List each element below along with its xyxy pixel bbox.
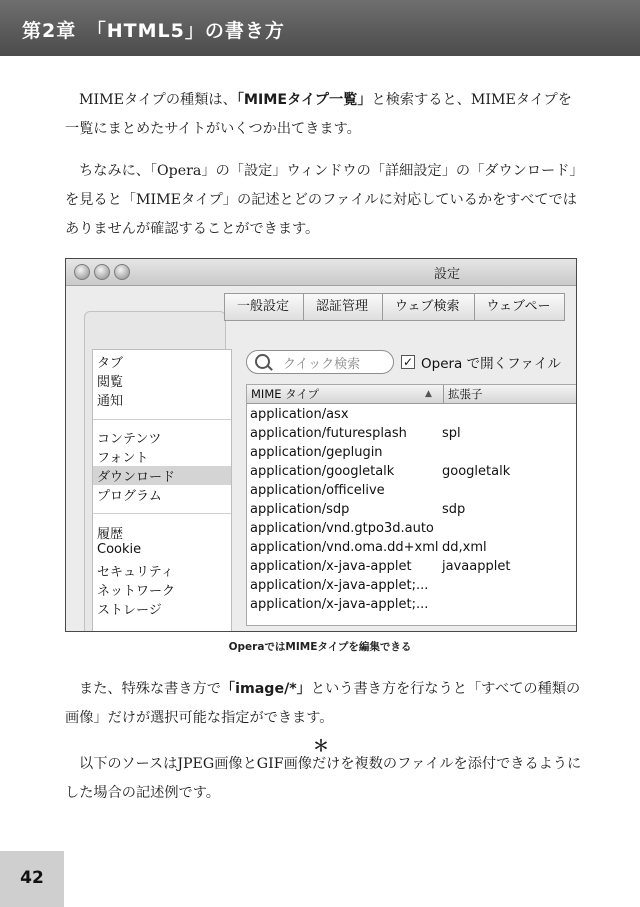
sidebar-item-network[interactable]: ネットワーク: [97, 584, 176, 599]
paragraph-source-example: 以下のソースはJPEG画像とGIF画像だけを複数のファイルを添付できるようにした場合の記述例です。: [65, 756, 582, 801]
column-header-mime-type[interactable]: [247, 385, 444, 404]
close-window-button[interactable]: [74, 264, 90, 280]
column-header-mime-type-label: MIME タイプ: [251, 387, 320, 401]
table-row[interactable]: [247, 462, 577, 481]
window-title: 設定: [434, 267, 461, 282]
minimize-window-button[interactable]: [94, 264, 110, 280]
page-number-box: [0, 851, 64, 907]
sidebar-item-storage[interactable]: ストレージ: [97, 603, 162, 618]
paragraph-opera-settings: ちなみに、「Opera」の「設定」ウィンドウの「詳細設定」の「ダウンロード」を見ると「MIMEタイプ」の記述とどのファイルに対応しているかをすべてではありませんが確認することができます。: [65, 163, 584, 237]
page-number: 42: [20, 868, 44, 888]
sidebar-item-history[interactable]: 履歴: [97, 527, 124, 542]
opera-settings-screenshot: [65, 258, 577, 632]
figure-caption: OperaではMIMEタイプを編集できる: [228, 641, 412, 653]
sidebar-item-security[interactable]: セキュリティ: [97, 565, 174, 580]
mime-type-cell: application/vnd.oma.dd+xml: [250, 540, 439, 555]
sidebar-item-downloads[interactable]: ダウンロード: [93, 466, 231, 485]
p3-text-after: という書き方を行なうと「すべての種類の画像」だけが選択可能な指定ができます。: [65, 681, 581, 726]
sidebar-item-cookie[interactable]: Cookie: [97, 542, 142, 557]
table-row[interactable]: [247, 500, 577, 519]
p1-text-after: と検索すると、MIMEタイプを一覧にまとめたサイトがいくつか出てきます。: [65, 92, 572, 137]
mime-type-cell: application/sdp: [250, 502, 350, 517]
mime-type-cell: application/geplugin: [250, 445, 383, 460]
p3-text-before: また、特殊な書き方で: [79, 681, 221, 697]
sidebar-item-tabs[interactable]: タブ: [97, 356, 124, 371]
table-row[interactable]: [247, 557, 577, 576]
table-row[interactable]: [247, 443, 577, 462]
column-header-extension[interactable]: 拡張子: [444, 385, 577, 404]
sidebar-item-browsing[interactable]: 閲覧: [97, 375, 124, 390]
search-placeholder: クイック検索: [283, 357, 361, 372]
open-in-opera-checkbox[interactable]: ✓: [402, 355, 414, 369]
extension-cell: dd,xml: [442, 540, 487, 555]
extension-cell: javaapplet: [442, 559, 511, 574]
table-row[interactable]: [247, 519, 577, 538]
tab-webpage[interactable]: ウェブペー: [475, 294, 566, 320]
mime-type-cell: application/x-java-applet;...: [250, 578, 429, 593]
sidebar-item-notifications[interactable]: 通知: [97, 394, 124, 409]
search-icon: [255, 354, 270, 369]
sidebar-divider: [93, 419, 231, 420]
open-in-opera-label: Opera で開くファイル: [421, 356, 561, 372]
extension-cell: googletalk: [442, 464, 511, 479]
p1-bold-term: 「MIMEタイプ一覧」: [236, 92, 372, 108]
sidebar-item-content[interactable]: コンテンツ: [97, 432, 162, 447]
sidebar-divider: [93, 513, 231, 514]
tab-auth[interactable]: 認証管理: [304, 294, 383, 320]
table-row[interactable]: [247, 481, 577, 500]
extension-cell: sdp: [442, 502, 466, 517]
table-row[interactable]: [247, 538, 577, 557]
sort-ascending-icon: ▲: [425, 389, 432, 399]
mime-type-cell: application/x-java-applet: [250, 559, 412, 574]
table-row[interactable]: [247, 424, 577, 443]
sidebar-item-programs[interactable]: プログラム: [97, 489, 162, 504]
mime-type-cell: application/futuresplash: [250, 426, 407, 441]
table-row[interactable]: [247, 405, 577, 424]
tab-general[interactable]: 一般設定: [225, 294, 304, 320]
mime-type-cell: application/vnd.gtpo3d.auto: [250, 521, 434, 536]
mime-type-table: [246, 384, 577, 626]
chapter-header: [0, 0, 640, 56]
mime-type-cell: application/officelive: [250, 483, 385, 498]
window-titlebar: [66, 259, 576, 286]
mime-type-cell: application/asx: [250, 407, 349, 422]
paragraph-image-wildcard: [65, 675, 585, 733]
p1-text-before: MIMEタイプの種類は、: [79, 92, 237, 108]
mime-type-cell: application/x-java-applet;...: [250, 597, 429, 612]
table-row[interactable]: [247, 595, 577, 614]
p3-bold-term: 「image/*」: [220, 681, 311, 697]
settings-tabbar: [224, 293, 565, 321]
sidebar-item-fonts[interactable]: フォント: [97, 451, 149, 466]
section-asterisk: ＊: [313, 736, 330, 755]
extension-cell: spl: [442, 426, 461, 441]
zoom-window-button[interactable]: [114, 264, 130, 280]
table-row[interactable]: [247, 576, 577, 595]
tab-web-search[interactable]: ウェブ検索: [383, 294, 474, 320]
settings-sidebar: [92, 349, 232, 632]
chapter-title: 第2章 「HTML5」の書き方: [22, 20, 285, 42]
mime-type-cell: application/googletalk: [250, 464, 395, 479]
quick-search-input[interactable]: [246, 350, 394, 374]
paragraph-mime-types: [65, 86, 585, 144]
